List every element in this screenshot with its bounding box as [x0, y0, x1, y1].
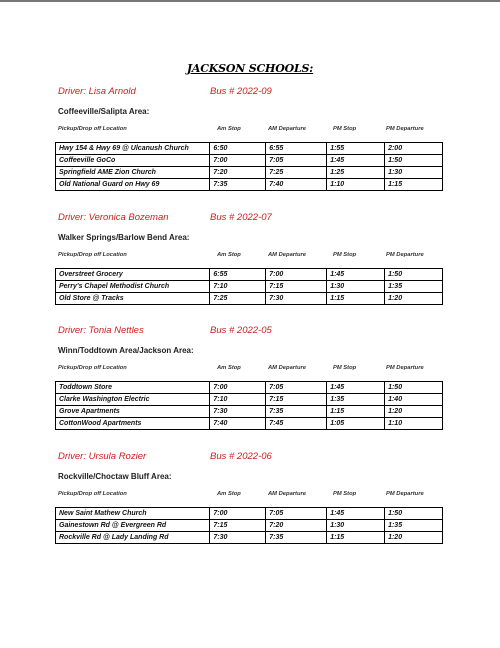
location-cell: Coffeeville GoCo: [56, 155, 210, 167]
am-stop-cell: 7:30: [210, 532, 266, 544]
am-departure-cell: 7:30: [266, 293, 327, 305]
header-am-departure: AM Departure: [268, 126, 307, 132]
am-departure-cell: 7:45: [266, 418, 327, 430]
header-location: Pickup/Drop off Location: [58, 491, 127, 497]
pm-stop-cell: 1:15: [327, 406, 385, 418]
am-departure-cell: 7:05: [266, 382, 327, 394]
table-row: [56, 155, 443, 167]
column-headers: [55, 491, 445, 503]
am-stop-cell: 7:10: [210, 394, 266, 406]
area-name: Walker Springs/Barlow Bend Area:: [58, 233, 190, 242]
pm-departure-cell: 1:15: [385, 179, 443, 191]
am-departure-cell: 7:35: [266, 406, 327, 418]
pm-departure-cell: 1:40: [385, 394, 443, 406]
pm-stop-cell: 1:55: [327, 143, 385, 155]
table-row: [56, 394, 443, 406]
am-stop-cell: 7:40: [210, 418, 266, 430]
pm-stop-cell: 1:45: [327, 269, 385, 281]
table-row: [56, 167, 443, 179]
pm-stop-cell: 1:15: [327, 532, 385, 544]
driver-line: [55, 86, 445, 100]
am-stop-cell: 7:10: [210, 281, 266, 293]
am-departure-cell: 7:20: [266, 520, 327, 532]
pm-departure-cell: 1:50: [385, 269, 443, 281]
schedule-table: [55, 507, 443, 544]
document-title: JACKSON SCHOOLS:: [186, 62, 314, 75]
pm-stop-cell: 1:30: [327, 520, 385, 532]
pm-stop-cell: 1:25: [327, 167, 385, 179]
driver-name: Driver: Tonia Nettles: [58, 325, 144, 336]
bus-number: Bus # 2022-05: [210, 325, 272, 336]
pm-stop-cell: 1:45: [327, 508, 385, 520]
am-stop-cell: 7:00: [210, 382, 266, 394]
am-departure-cell: 7:05: [266, 508, 327, 520]
header-pm-departure: PM Departure: [386, 365, 424, 371]
location-cell: Springfield AME Zion Church: [56, 167, 210, 179]
schedule-table: [55, 268, 443, 305]
table-row: [56, 179, 443, 191]
location-cell: Toddtown Store: [56, 382, 210, 394]
am-stop-cell: 7:00: [210, 155, 266, 167]
location-cell: Rockville Rd @ Lady Landing Rd: [56, 532, 210, 544]
table-row: [56, 520, 443, 532]
route-section-2: [55, 212, 445, 305]
am-stop-cell: 7:35: [210, 179, 266, 191]
table-row: [56, 143, 443, 155]
pm-departure-cell: 1:50: [385, 382, 443, 394]
header-am-stop: Am Stop: [217, 491, 241, 497]
pm-stop-cell: 1:45: [327, 155, 385, 167]
area-name: Winn/Toddtown Area/Jackson Area:: [58, 346, 194, 355]
pm-departure-cell: 1:20: [385, 293, 443, 305]
header-am-stop: Am Stop: [217, 126, 241, 132]
pm-stop-cell: 1:05: [327, 418, 385, 430]
header-pm-stop: PM Stop: [333, 252, 357, 258]
column-headers: [55, 365, 445, 377]
header-pm-departure: PM Departure: [386, 252, 424, 258]
driver-line: [55, 451, 445, 465]
route-section-3: [55, 325, 445, 430]
table-row: [56, 508, 443, 520]
location-cell: New Saint Mathew Church: [56, 508, 210, 520]
header-am-departure: AM Departure: [268, 365, 307, 371]
location-cell: Perry's Chapel Methodist Church: [56, 281, 210, 293]
table-row: [56, 418, 443, 430]
header-pm-stop: PM Stop: [333, 126, 357, 132]
header-am-stop: Am Stop: [217, 252, 241, 258]
route-section-4: [55, 451, 445, 544]
table-row: [56, 382, 443, 394]
am-stop-cell: 7:25: [210, 293, 266, 305]
table-row: [56, 406, 443, 418]
pm-departure-cell: 1:30: [385, 167, 443, 179]
bus-number: Bus # 2022-07: [210, 212, 272, 223]
am-departure-cell: 7:40: [266, 179, 327, 191]
location-cell: Old Store @ Tracks: [56, 293, 210, 305]
location-cell: Hwy 154 & Hwy 69 @ Ulcanush Church: [56, 143, 210, 155]
pm-departure-cell: 1:50: [385, 155, 443, 167]
am-departure-cell: 6:55: [266, 143, 327, 155]
am-departure-cell: 7:05: [266, 155, 327, 167]
header-pm-departure: PM Departure: [386, 126, 424, 132]
driver-line: [55, 325, 445, 339]
header-am-stop: Am Stop: [217, 365, 241, 371]
am-stop-cell: 7:30: [210, 406, 266, 418]
location-cell: Overstreet Grocery: [56, 269, 210, 281]
location-cell: Grove Apartments: [56, 406, 210, 418]
am-stop-cell: 6:55: [210, 269, 266, 281]
bus-number: Bus # 2022-09: [210, 86, 272, 97]
am-departure-cell: 7:15: [266, 281, 327, 293]
location-cell: Old National Guard on Hwy 69: [56, 179, 210, 191]
column-headers: [55, 126, 445, 138]
column-headers: [55, 252, 445, 264]
table-row: [56, 269, 443, 281]
am-departure-cell: 7:25: [266, 167, 327, 179]
header-pm-stop: PM Stop: [333, 365, 357, 371]
area-name: Coffeeville/Salipta Area:: [58, 107, 150, 116]
am-stop-cell: 6:50: [210, 143, 266, 155]
table-row: [56, 281, 443, 293]
driver-name: Driver: Lisa Arnold: [58, 86, 136, 97]
am-departure-cell: 7:35: [266, 532, 327, 544]
table-row: [56, 532, 443, 544]
am-departure-cell: 7:15: [266, 394, 327, 406]
am-stop-cell: 7:20: [210, 167, 266, 179]
pm-departure-cell: 1:10: [385, 418, 443, 430]
pm-stop-cell: 1:35: [327, 394, 385, 406]
area-name: Rockville/Choctaw Bluff Area:: [58, 472, 172, 481]
bus-number: Bus # 2022-06: [210, 451, 272, 462]
pm-stop-cell: 1:10: [327, 179, 385, 191]
location-cell: Clarke Washington Electric: [56, 394, 210, 406]
header-pm-departure: PM Departure: [386, 491, 424, 497]
schedule-table: [55, 142, 443, 191]
pm-departure-cell: 1:35: [385, 281, 443, 293]
pm-departure-cell: 1:50: [385, 508, 443, 520]
driver-name: Driver: Ursula Rozier: [58, 451, 147, 462]
header-location: Pickup/Drop off Location: [58, 252, 127, 258]
driver-name: Driver: Veronica Bozeman: [58, 212, 169, 223]
page-top-border: [0, 0, 500, 2]
pm-stop-cell: 1:45: [327, 382, 385, 394]
header-am-departure: AM Departure: [268, 491, 307, 497]
location-cell: CottonWood Apartments: [56, 418, 210, 430]
pm-stop-cell: 1:15: [327, 293, 385, 305]
pm-stop-cell: 1:30: [327, 281, 385, 293]
pm-departure-cell: 1:20: [385, 406, 443, 418]
location-cell: Gainestown Rd @ Evergreen Rd: [56, 520, 210, 532]
pm-departure-cell: 1:20: [385, 532, 443, 544]
schedule-table: [55, 381, 443, 430]
route-section-1: [55, 86, 445, 191]
am-departure-cell: 7:00: [266, 269, 327, 281]
table-row: [56, 293, 443, 305]
pm-departure-cell: 2:00: [385, 143, 443, 155]
driver-line: [55, 212, 445, 226]
am-stop-cell: 7:00: [210, 508, 266, 520]
pm-departure-cell: 1:35: [385, 520, 443, 532]
am-stop-cell: 7:15: [210, 520, 266, 532]
header-location: Pickup/Drop off Location: [58, 126, 127, 132]
header-am-departure: AM Departure: [268, 252, 307, 258]
header-pm-stop: PM Stop: [333, 491, 357, 497]
header-location: Pickup/Drop off Location: [58, 365, 127, 371]
